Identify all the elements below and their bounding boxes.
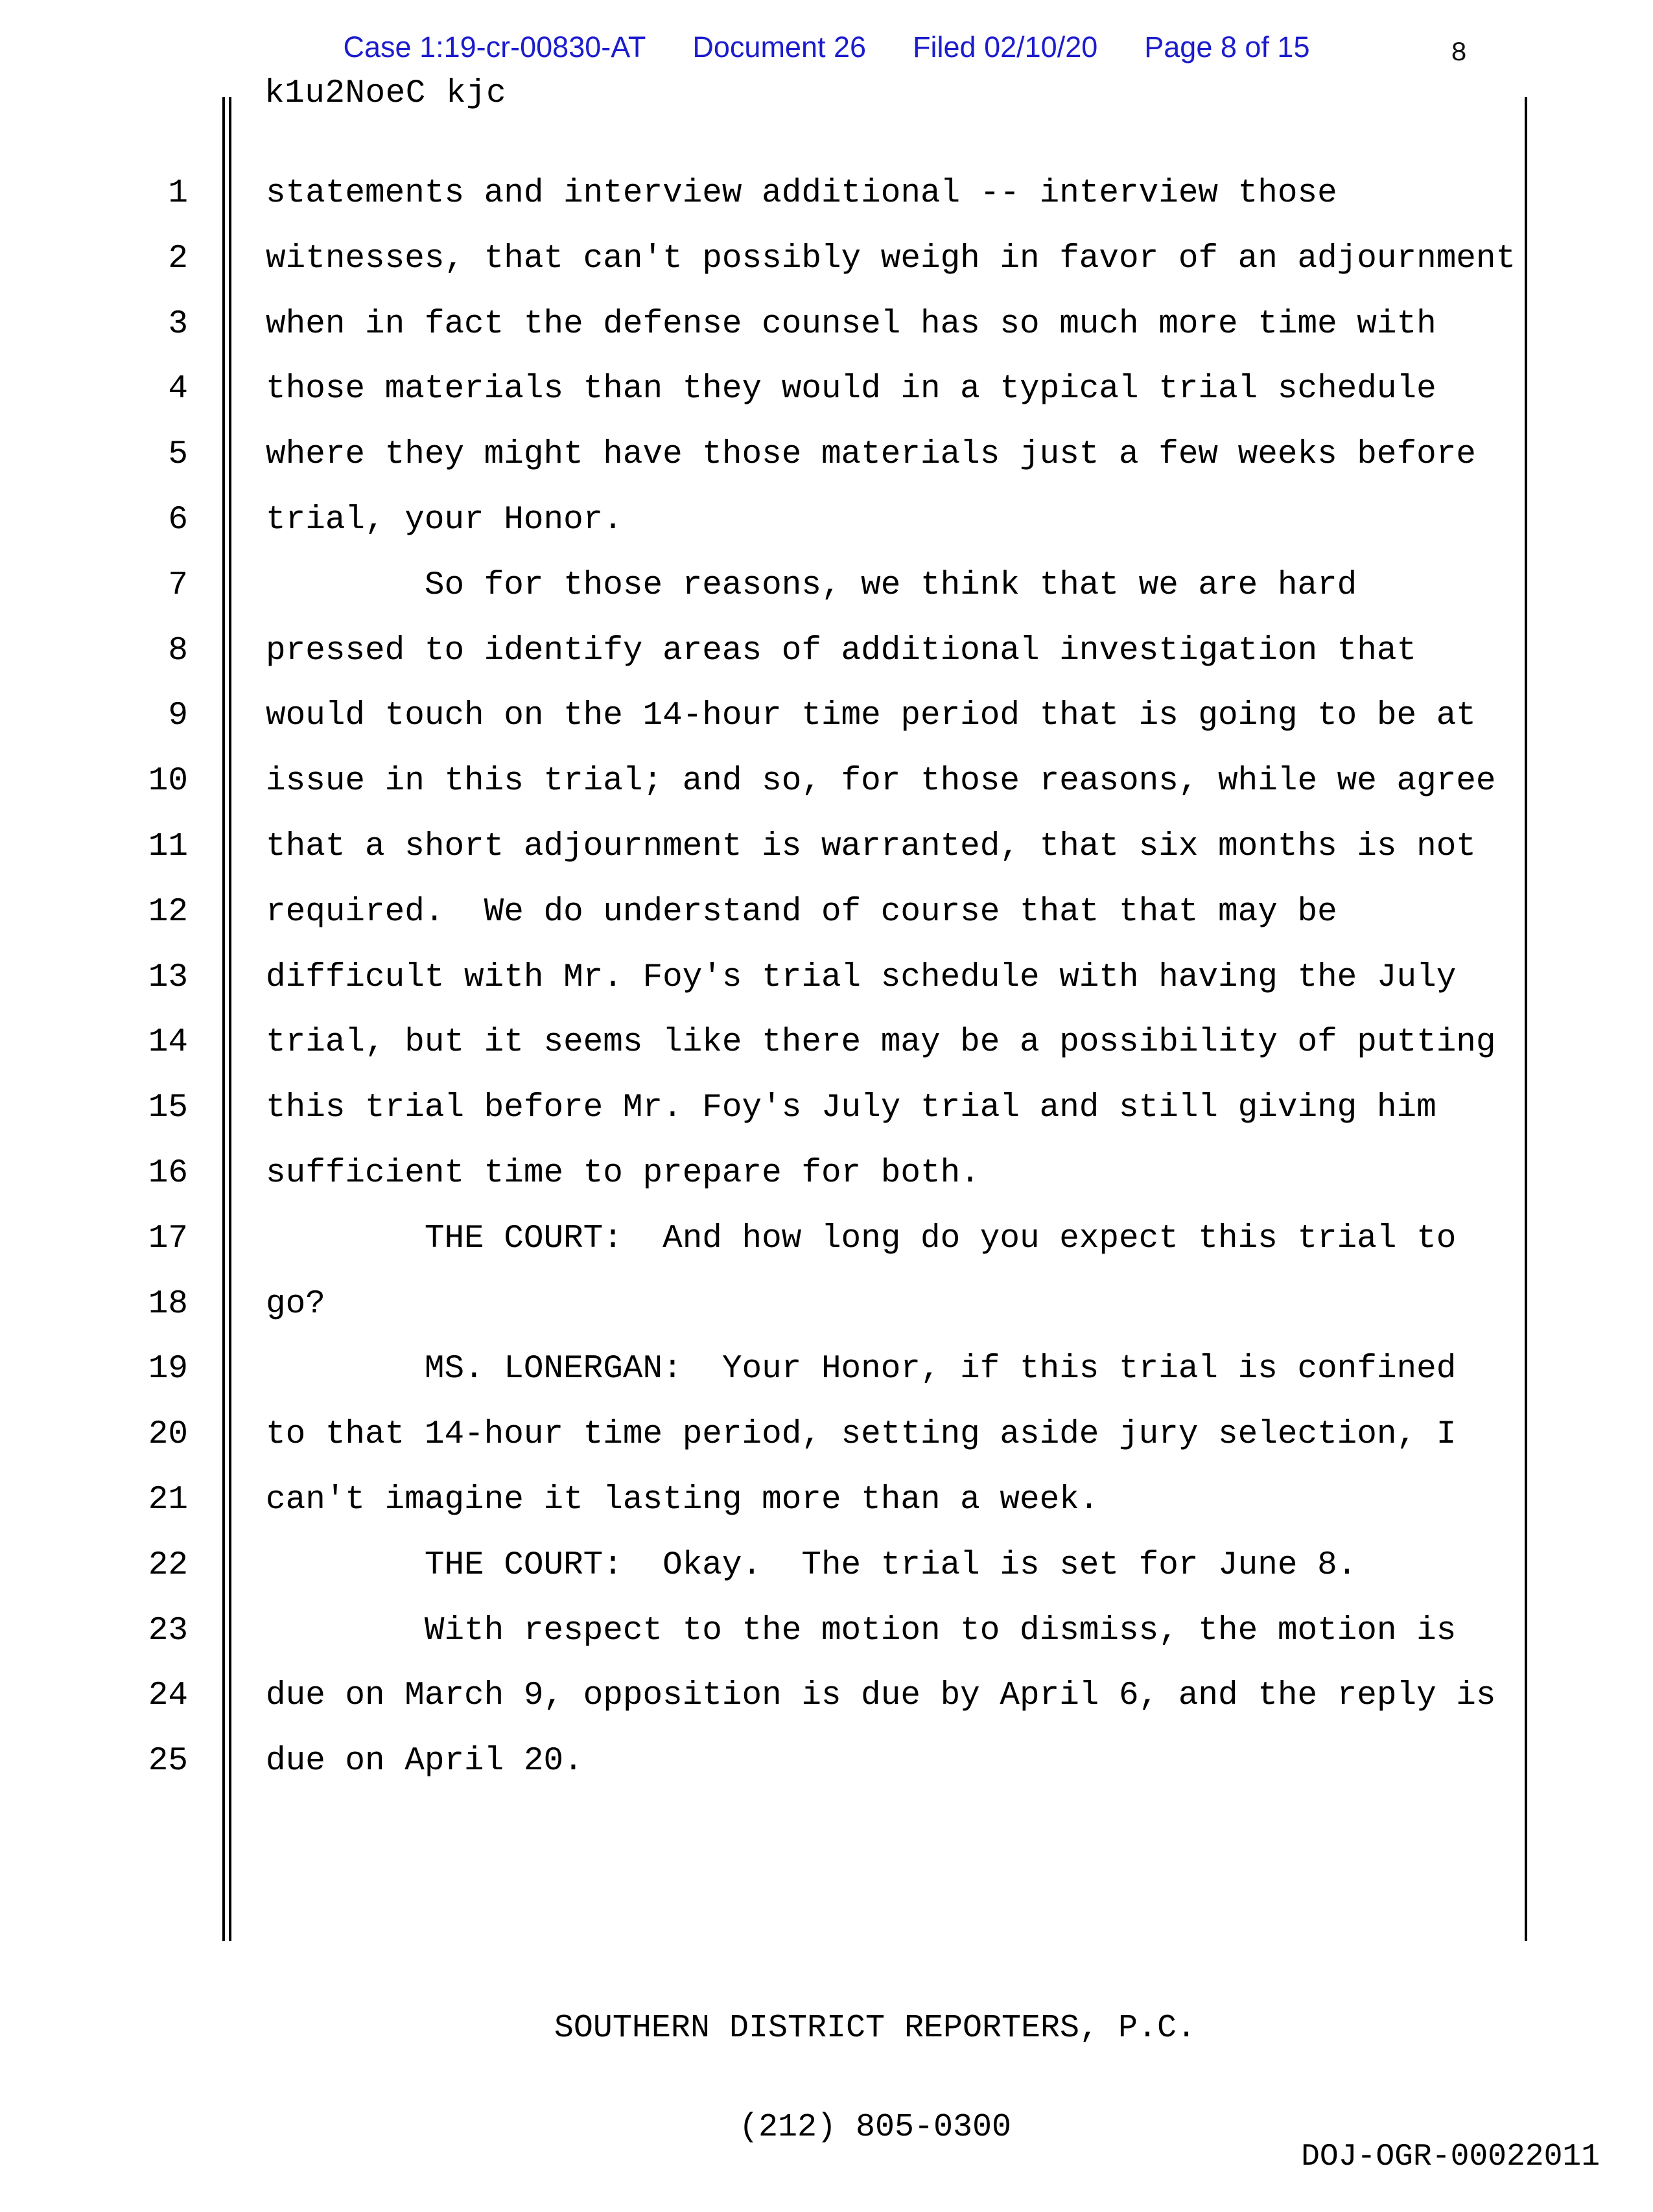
line-number: 18 xyxy=(148,1285,188,1323)
line-number: 4 xyxy=(168,371,188,408)
line-number: 24 xyxy=(148,1677,188,1715)
transcript-line xyxy=(0,1415,1653,1455)
line-number: 14 xyxy=(148,1024,188,1062)
line-number: 16 xyxy=(148,1155,188,1192)
transcript-line xyxy=(0,762,1653,802)
line-number: 22 xyxy=(148,1546,188,1584)
line-text: THE COURT: Okay. The trial is set for June 8. xyxy=(266,1546,1357,1584)
transcript-line xyxy=(0,1611,1653,1651)
line-text: statements and interview additional -- interview those xyxy=(266,175,1337,212)
line-text: this trial before Mr. Foy's July trial and still giving him xyxy=(266,1089,1436,1127)
stamp-filed-date: Filed 02/10/20 xyxy=(913,30,1098,64)
line-number: 17 xyxy=(148,1220,188,1257)
transcript-line xyxy=(0,566,1653,606)
line-number: 20 xyxy=(148,1416,188,1454)
transcript-line xyxy=(0,1219,1653,1259)
transcript-line xyxy=(0,1023,1653,1063)
line-number: 6 xyxy=(168,502,188,539)
proceeding-id: k1u2NoeC kjc xyxy=(264,75,507,112)
line-text: MS. LONERGAN: Your Honor, if this trial is confined xyxy=(266,1351,1457,1388)
line-text: witnesses, that can't possibly weigh in favor of an adjournment xyxy=(266,240,1516,277)
line-number: 1 xyxy=(168,175,188,212)
line-number: 10 xyxy=(148,763,188,800)
line-text: pressed to identify areas of additional investigation that xyxy=(266,632,1417,669)
transcript-line xyxy=(0,1676,1653,1716)
page-number: 8 xyxy=(1451,38,1468,69)
line-number: 19 xyxy=(148,1351,188,1388)
line-number: 21 xyxy=(148,1482,188,1519)
line-text: where they might have those materials just a few weeks before xyxy=(266,436,1476,474)
line-text: that a short adjournment is warranted, that six months is not xyxy=(266,828,1476,865)
transcript-line xyxy=(0,1088,1653,1128)
transcript-line xyxy=(0,1546,1653,1586)
stamp-document-number: Document 26 xyxy=(692,30,867,64)
transcript-line xyxy=(0,305,1653,345)
transcript-line xyxy=(0,369,1653,410)
transcript-line xyxy=(0,1154,1653,1194)
line-number: 2 xyxy=(168,240,188,277)
line-text: would touch on the 14-hour time period that is going to be at xyxy=(266,697,1476,735)
line-number: 11 xyxy=(148,828,188,865)
line-number: 15 xyxy=(148,1089,188,1127)
stamp-case-number: Case 1:19-cr-00830-AT xyxy=(343,30,646,64)
line-text: required. We do understand of course that that may be xyxy=(266,893,1337,931)
stamp-page-of: Page 8 of 15 xyxy=(1144,30,1310,64)
line-number: 13 xyxy=(148,959,188,996)
line-number: 3 xyxy=(168,305,188,343)
line-text: difficult with Mr. Foy's trial schedule with having the July xyxy=(266,959,1457,996)
transcript-line xyxy=(0,958,1653,998)
transcript-line xyxy=(0,696,1653,736)
line-number: 8 xyxy=(168,632,188,669)
reporter-phone: (212) 805-0300 xyxy=(738,2109,1012,2146)
line-text: those materials than they would in a typical trial schedule xyxy=(266,371,1436,408)
transcript-line xyxy=(0,435,1653,475)
transcript-line xyxy=(0,827,1653,867)
line-text: issue in this trial; and so, for those reasons, while we agree xyxy=(266,763,1496,800)
line-text: trial, but it seems like there may be a possibility of putting xyxy=(266,1024,1496,1062)
transcript-line xyxy=(0,892,1653,933)
transcript-line xyxy=(0,500,1653,541)
transcript-line xyxy=(0,1285,1653,1325)
transcript-line xyxy=(0,174,1653,214)
line-number: 23 xyxy=(148,1612,188,1649)
line-text: can't imagine it lasting more than a week. xyxy=(266,1482,1099,1519)
line-text: sufficient time to prepare for both. xyxy=(266,1155,980,1192)
transcript-line xyxy=(0,1480,1653,1520)
line-text: to that 14-hour time period, setting aside jury selection, I xyxy=(266,1416,1457,1454)
line-text: due on March 9, opposition is due by April 6, and the reply is xyxy=(266,1677,1496,1715)
line-number: 12 xyxy=(148,893,188,931)
transcript-line xyxy=(0,631,1653,671)
transcript-line xyxy=(0,239,1653,279)
line-text: due on April 20. xyxy=(266,1743,583,1780)
line-number: 25 xyxy=(148,1743,188,1780)
line-number: 7 xyxy=(168,566,188,604)
line-number: 9 xyxy=(168,697,188,735)
reporter-name: SOUTHERN DISTRICT REPORTERS, P.C. xyxy=(554,2010,1197,2047)
transcript-line xyxy=(0,1741,1653,1782)
transcript-line xyxy=(0,1349,1653,1390)
line-text: With respect to the motion to dismiss, the motion is xyxy=(266,1612,1457,1649)
line-text: THE COURT: And how long do you expect this trial to xyxy=(266,1220,1457,1257)
line-text: go? xyxy=(266,1285,325,1323)
line-text: when in fact the defense counsel has so much more time with xyxy=(266,305,1436,343)
bates-number: DOJ-OGR-00022011 xyxy=(1301,2139,1600,2174)
line-number: 5 xyxy=(168,436,188,474)
line-text: trial, your Honor. xyxy=(266,502,623,539)
line-text: So for those reasons, we think that we are hard xyxy=(266,566,1357,604)
